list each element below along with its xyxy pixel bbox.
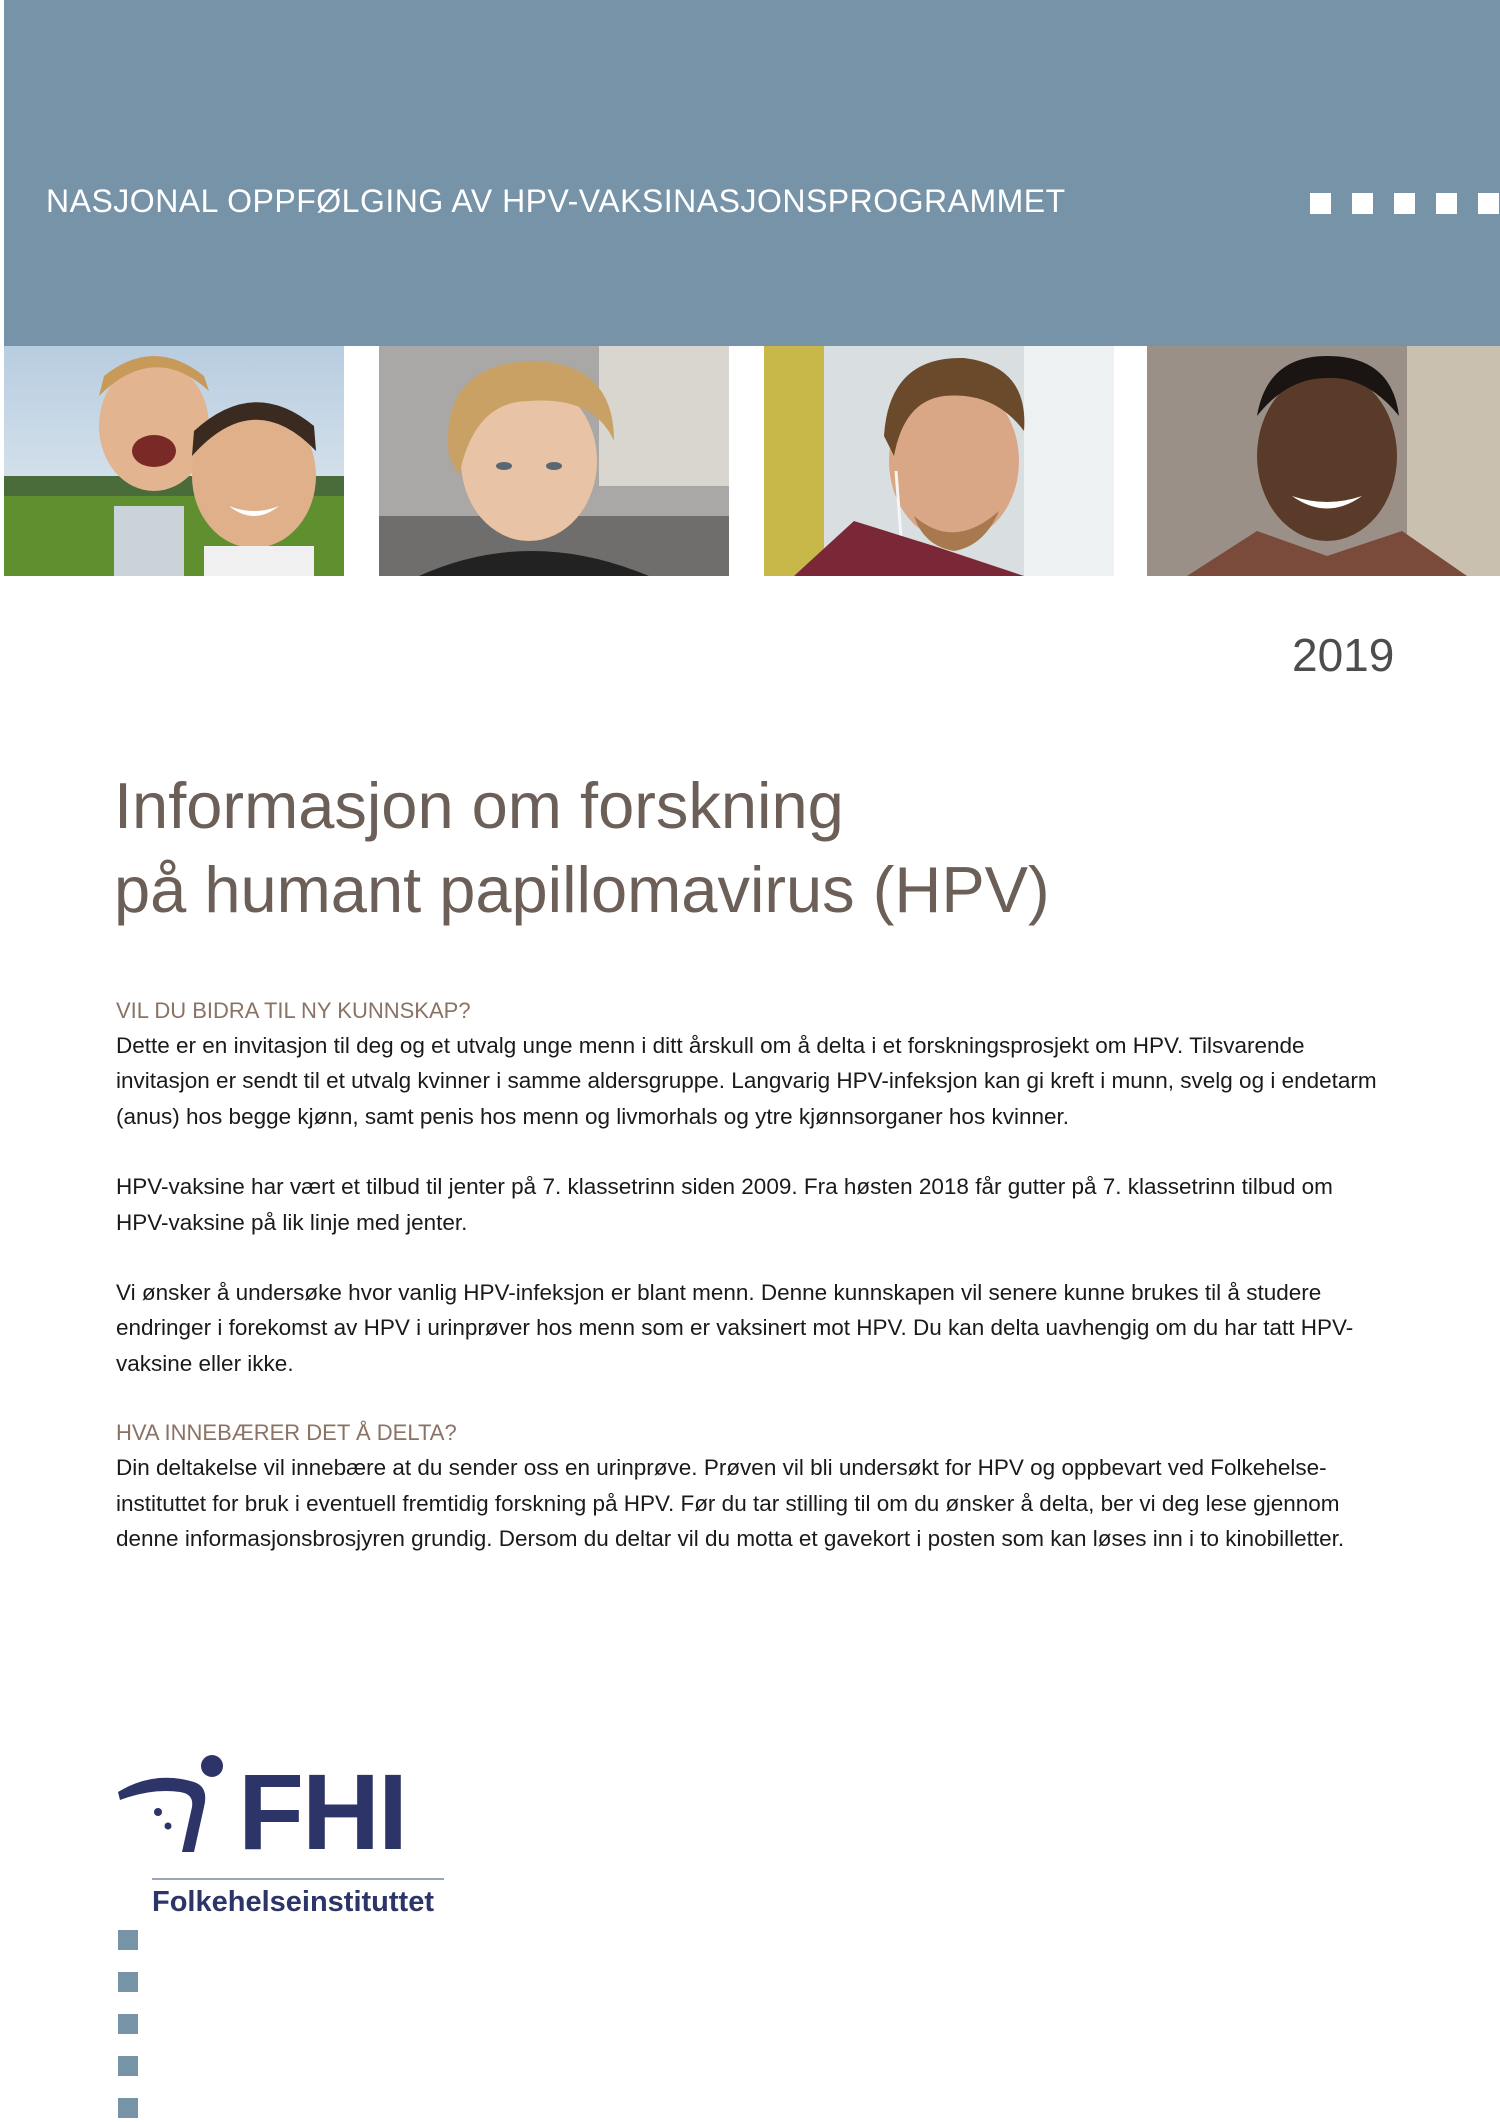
header-band — [4, 0, 1500, 346]
paragraph-participation: Din deltakelse vil innebære at du sender oss en urinprøve. Prøven vil bli undersøkt for HPV og oppbevart ved Folkehelse-instituttet for bruk i eventuell fremtidig forskning på HPV. Før du tar stilling til om du ønsker å delta, ber vi deg lese gjennom denne informasjonsbrosjyren grundig. Dersom du deltar vil du motta et gavekort i posten som kan løses inn i to kinobilletter. — [116, 1455, 1345, 1552]
logo-wordmark: FHI — [238, 1751, 406, 1872]
header-title: NASJONAL OPPFØLGING AV HPV-VAKSINASJONSPROGRAMMET — [46, 183, 1066, 219]
logo-divider — [152, 1878, 444, 1880]
paragraph-invitation: Dette er en invitasjon til deg og et utvalg unge menn i ditt årskull om å delta i et forskningsprosjekt om HPV. Tilsvarende invitasjon er sendt til et utvalg kvinner i samme aldersgruppe. Langvarig HPV-infeksjon kan gi kreft i munn, svelg og i endetarm (anus) hos begge kjønn, samt penis hos menn og livmorhals og ytre kjønnsorganer hos kvinner. — [116, 1033, 1377, 1129]
section-heading-participation: HVA INNEBÆRER DET Å DELTA? — [116, 1420, 457, 1446]
photo-teen-boy-blond — [379, 346, 729, 576]
document-title — [114, 764, 1050, 932]
header-squares-decoration — [1310, 193, 1500, 215]
logo-subtitle: Folkehelseinstituttet — [152, 1886, 434, 1918]
photo-young-man-earphones — [764, 346, 1114, 576]
document-title-line1: Informasjon om forskning — [114, 769, 844, 842]
section-heading-contribute: VIL DU BIDRA TIL NY KUNNSKAP? — [116, 998, 471, 1023]
body-content — [116, 994, 1386, 1556]
year: 2019 — [1292, 629, 1395, 681]
paragraph-study-purpose: Vi ønsker å undersøke hvor vanlig HPV-infeksjon er blant menn. Denne kunnskapen vil senere kunne brukes til å studere endringer i forekomst av HPV i urinprøver hos menn som er vaksinert mot HPV. Du kan delta uavhengig om du har tatt HPV-vaksine eller ikke. — [116, 1280, 1354, 1376]
photo-young-man-smiling — [1147, 346, 1500, 576]
document-title-line2: på humant papillomavirus (HPV) — [114, 853, 1050, 926]
photo-two-boys-laughing — [4, 346, 344, 576]
paragraph-vaccine-offer: HPV-vaksine har vært et tilbud til jenter på 7. klassetrinn siden 2009. Fra høsten 2018 får gutter på 7. klassetrinn tilbud om HPV-vaksine på lik linje med jenter. — [116, 1174, 1333, 1235]
